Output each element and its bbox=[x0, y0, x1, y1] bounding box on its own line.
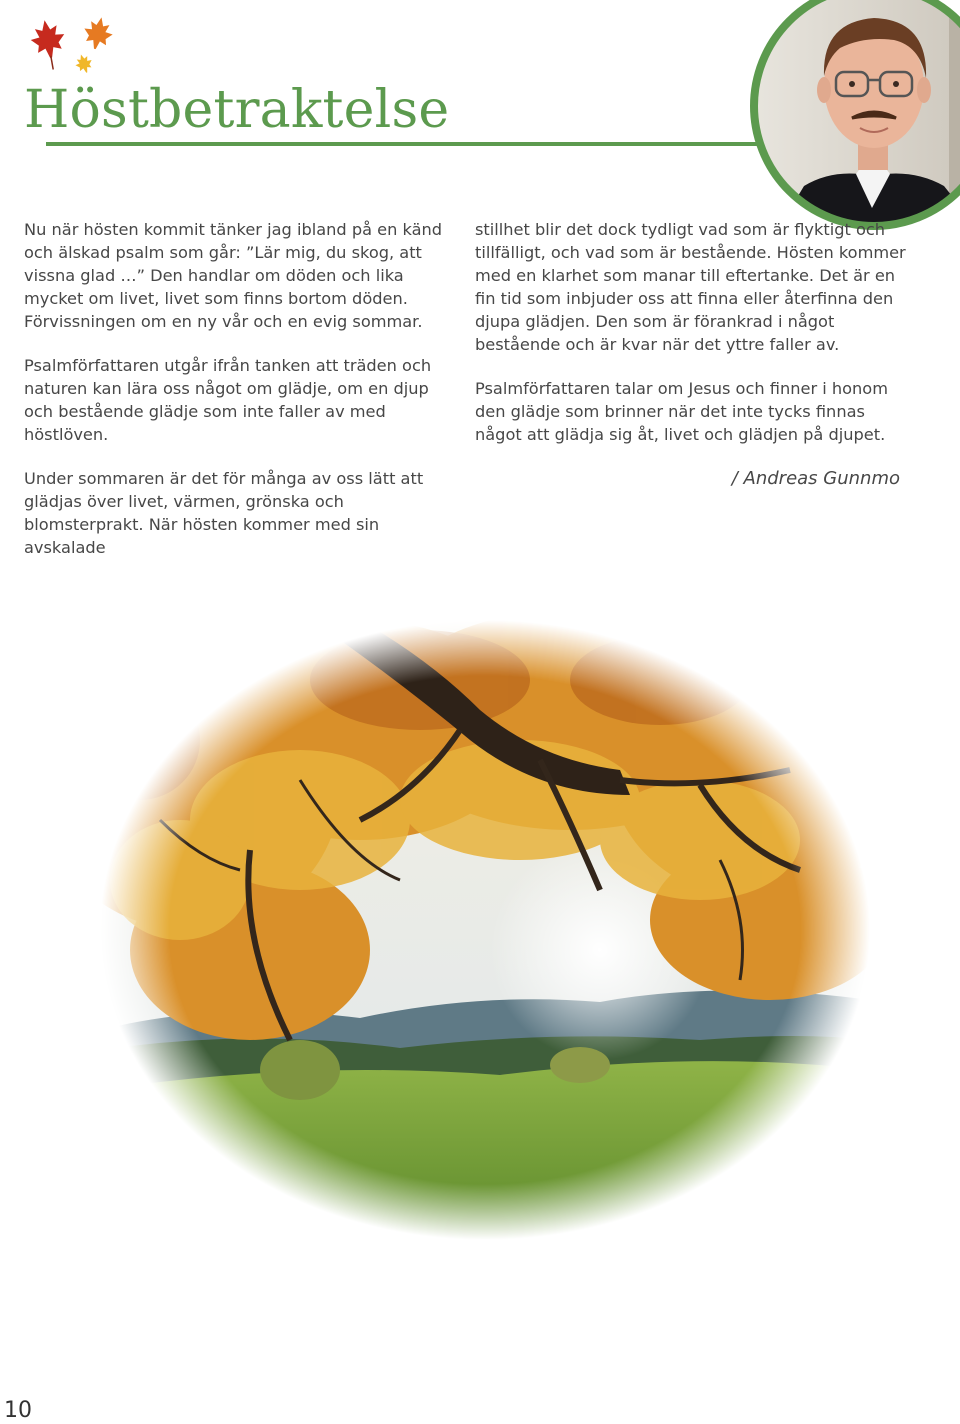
title-rule bbox=[46, 142, 770, 146]
paragraph: stillhet blir det dock tydligt vad som är flyktigt och tillfälligt, och vad som är bestående. Hösten kommer med en klarhet som manar till eftertanke. Det är en fin tid som inbjuder oss att finna eller återfinna den djupa glädjen. Den som är förankrad i något bestående och är kvar när det yttre faller av. bbox=[475, 220, 906, 354]
page-title: Höstbetraktelse bbox=[24, 80, 450, 140]
author-portrait bbox=[744, 0, 960, 236]
left-column bbox=[24, 218, 454, 580]
paragraph: Nu när hösten kommit tänker jag ibland på en känd och älskad psalm som går: ”Lär mig, du skog, att vissna glad …” Den handlar om döden och lika mycket om livet, livet som finns bortom döden. Förvissningen om en ny vår och en evig sommar. bbox=[24, 220, 443, 331]
autumn-landscape-photo bbox=[100, 620, 870, 1240]
author-signature: / Andreas Gunnmo bbox=[731, 468, 900, 489]
paragraph: Psalmförfattaren talar om Jesus och finner i honom den glädje som brinner när det inte tycks finnas något att glädja sig åt, livet och glädjen på djupet. bbox=[475, 379, 888, 444]
right-column bbox=[475, 218, 915, 490]
paragraph: Psalmförfattaren utgår ifrån tanken att träden och naturen kan lära oss något om glädje, om en djup och bestående glädje som inte faller av med höstlöven. bbox=[24, 356, 432, 444]
maple-leaves-icon bbox=[22, 14, 122, 78]
paragraph: Under sommaren är det för många av oss lätt att glädjas över livet, värmen, grönska och blomsterprakt. När hösten kommer med sin avskalade bbox=[24, 469, 424, 557]
page-number: 10 bbox=[4, 1398, 32, 1423]
